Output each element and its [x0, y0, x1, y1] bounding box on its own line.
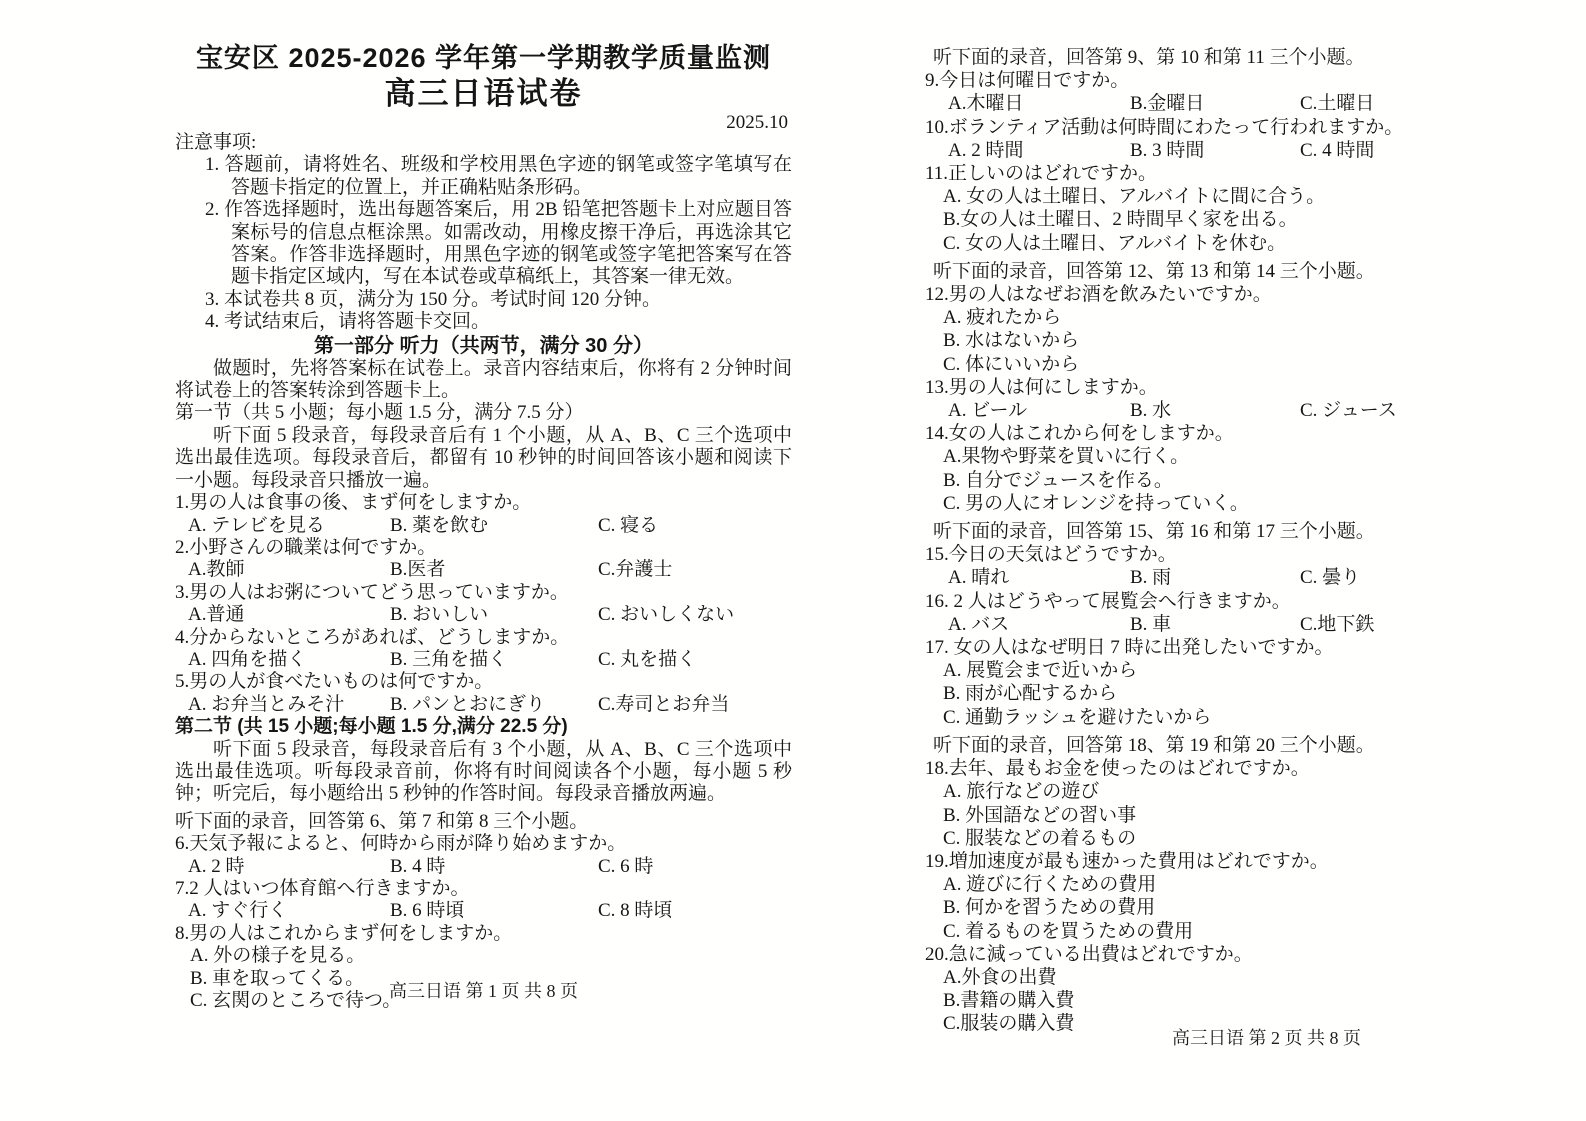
question-15-options — [925, 566, 1557, 589]
question-16 — [925, 590, 1557, 636]
question-11-text: 11.正しいのはどれですか。 — [925, 163, 1158, 185]
page-1 — [175, 42, 792, 1012]
question-2-option-b: B.医者 — [390, 559, 446, 581]
question-13-text: 13.男の人は何にしますか。 — [925, 376, 1158, 398]
question-20-option-b: B.書籍の購入費 — [943, 990, 1075, 1012]
question-15-text: 15.今日の天気はどうですか。 — [925, 544, 1177, 566]
question-14-option-c: C. 男の人にオレンジを持っていく。 — [943, 492, 1249, 514]
question-18 — [925, 757, 1557, 850]
page1-footer: 高三日语 第 1 页 共 8 页 — [389, 981, 578, 1001]
question-6-option-c: C. 6 時 — [598, 855, 654, 877]
question-5-option-a: A. お弁当とみそ汁 — [188, 693, 345, 715]
question-10-option-b: B. 3 時間 — [1130, 139, 1205, 161]
question-2-options — [175, 559, 792, 581]
question-16-option-a: A. バス — [948, 613, 1010, 635]
exam-title-line2: 高三日语试卷 — [384, 76, 583, 111]
question-20 — [925, 943, 1557, 1036]
question-19-option-b: B. 何かを習うための費用 — [943, 897, 1156, 919]
question-11 — [925, 162, 1557, 255]
question-9-option-c: C.土曜日 — [1300, 93, 1375, 115]
question-19-option-c: C. 着るものを買うための費用 — [943, 920, 1194, 942]
section1-intro: 听下面 5 段录音，每段录音后有 1 个小题，从 A、B、C 三个选项中选出最佳选项。每段录音后，都留有 10 秒钟的时间回答该小题和阅读下一小题。每段录音只播放一遍。 — [175, 424, 792, 491]
question-16-option-c: C.地下鉄 — [1300, 613, 1375, 635]
question-10-options — [925, 139, 1557, 162]
question-8-option-b: B. 車を取ってくる。 — [190, 967, 365, 989]
notice-item-1: 1. 答题前，请将姓名、班级和学校用黑色字迹的钢笔或签字笔填写在答题卡指定的位置上，并正确粘贴条形码。 — [205, 154, 792, 198]
question-7-option-c: C. 8 時頃 — [598, 900, 673, 922]
question-15-option-a: A. 晴れ — [948, 567, 1010, 589]
question-8-text: 8.男の人はこれからまず何をしますか。 — [175, 922, 513, 944]
group-6-7-8: 听下面的录音，回答第 6、第 7 和第 8 三个小题。 — [175, 810, 589, 832]
question-12-text: 12.男の人はなぜお酒を飲みたいですか。 — [925, 284, 1272, 306]
question-3-option-c: C. おいしくない — [598, 604, 735, 626]
question-3-text: 3.男の人はお粥についてどう思っていますか。 — [175, 581, 569, 603]
question-7-option-b: B. 6 時頃 — [390, 900, 465, 922]
question-14-option-a: A.果物や野菜を買いに行く。 — [943, 446, 1190, 468]
notice-item-3: 3. 本试卷共 8 页，满分为 150 分。考试时间 120 分钟。 — [205, 288, 662, 310]
question-5-text: 5.男の人が食べたいものは何ですか。 — [175, 671, 494, 693]
question-6-text: 6.天気予報によると、何時から雨が降り始めますか。 — [175, 833, 627, 855]
question-15-option-b: B. 雨 — [1130, 567, 1172, 589]
question-17-option-c: C. 通勤ラッシュを避けたいから — [943, 706, 1212, 728]
question-10 — [925, 116, 1557, 162]
group-9-10-11: 听下面的录音，回答第 9、第 10 和第 11 三个小题。 — [933, 47, 1365, 68]
question-1-option-c: C. 寝る — [598, 514, 659, 536]
question-16-option-b: B. 車 — [1130, 613, 1172, 635]
part1-intro: 做题时，先将答案标在试卷上。录音内容结束后，你将有 2 分钟时间将试卷上的答案转涂到答题卡上。 — [175, 357, 792, 402]
question-5-option-b: B. パンとおにぎり — [390, 693, 546, 715]
group-18-19-20: 听下面的录音，回答第 18、第 19 和第 20 三个小题。 — [933, 734, 1375, 756]
question-8-option-a: A. 外の様子を見る。 — [190, 945, 366, 967]
question-9-text: 9.今日は何曜日ですか。 — [925, 70, 1130, 92]
question-11-option-b: B.女の人は土曜日、2 時間早く家を出る。 — [943, 209, 1298, 231]
question-19 — [925, 850, 1557, 943]
exam-title-line1: 宝安区 2025-2026 学年第一学期教学质量监测 — [195, 43, 772, 73]
question-7 — [175, 878, 792, 923]
question-9 — [925, 69, 1557, 115]
page2-footer: 高三日语 第 2 页 共 8 页 — [1172, 1028, 1361, 1048]
question-15-option-c: C. 曇り — [1300, 567, 1361, 589]
question-2-option-a: A.教師 — [188, 559, 245, 581]
exam-date: 2025.10 — [726, 112, 788, 133]
question-13-option-c: C. ジュース — [1300, 400, 1397, 422]
question-12-option-c: C. 体にいいから — [943, 353, 1080, 375]
question-10-text: 10.ボランティア活動は何時間にわたって行われますか。 — [925, 116, 1404, 138]
question-3-option-a: A.普通 — [188, 604, 245, 626]
question-8-option-c: C. 玄関のところで待つ。 — [190, 990, 402, 1012]
question-17 — [925, 636, 1557, 729]
question-4-text: 4.分からないところがあれば、どうしますか。 — [175, 626, 570, 648]
question-19-option-a: A. 遊びに行くための費用 — [943, 874, 1157, 896]
question-20-text: 20.急に減っている出費はどれですか。 — [925, 943, 1253, 965]
question-1 — [175, 492, 792, 537]
question-16-options — [925, 613, 1557, 636]
question-11-options — [925, 185, 1557, 255]
question-10-option-a: A. 2 時間 — [948, 139, 1024, 161]
question-7-text: 7.2 人はいつ体育館へ行きますか。 — [175, 878, 470, 899]
question-3 — [175, 582, 792, 627]
question-9-options — [925, 92, 1557, 115]
question-13-option-b: B. 水 — [1130, 400, 1172, 422]
notice-item-2: 2. 作答选择题时，选出每题答案后，用 2B 铅笔把答题卡上对应题目答案标号的信息点框涂黑。如需改动，用橡皮擦干净后，再选涂其它答案。作答非选择题时，用黑色字迹的钢笔或签字笔把答案写在答题卡指定区域内，写在本试卷或草稿纸上，其答案一律无效。 — [205, 199, 792, 288]
question-11-option-a: A. 女の人は土曜日、アルバイトに間に合う。 — [943, 186, 1326, 208]
question-13-option-a: A. ビール — [948, 400, 1028, 422]
question-14 — [925, 422, 1557, 515]
question-9-option-a: A.木曜日 — [948, 93, 1024, 115]
question-6 — [175, 833, 792, 878]
question-16-text: 16. 2 人はどうやって展覧会へ行きますか。 — [925, 590, 1291, 612]
question-5-option-c: C.寿司とお弁当 — [598, 693, 730, 715]
question-17-option-a: A. 展覧会まで近いから — [943, 660, 1138, 682]
question-15 — [925, 543, 1557, 589]
question-12-option-b: B. 水はないから — [943, 330, 1080, 352]
question-18-text: 18.去年、最もお金を使ったのはどれですか。 — [925, 758, 1310, 780]
question-1-option-b: B. 薬を飲む — [390, 514, 489, 536]
question-19-options — [925, 873, 1557, 943]
question-1-option-a: A. テレビを見る — [188, 514, 325, 536]
notice-heading: 注意事项: — [175, 132, 257, 153]
question-2 — [175, 537, 792, 582]
question-4-option-c: C. 丸を描く — [598, 648, 697, 670]
question-1-text: 1.男の人は食事の後、まず何をしますか。 — [175, 492, 532, 514]
question-4-option-b: B. 三角を描く — [390, 648, 508, 670]
question-10-option-c: C. 4 時間 — [1300, 139, 1375, 161]
question-17-options — [925, 659, 1557, 729]
question-12-option-a: A. 疲れたから — [943, 307, 1062, 329]
question-18-option-b: B. 外国語などの習い事 — [943, 804, 1137, 826]
question-5 — [175, 671, 792, 716]
group-15-16-17: 听下面的录音，回答第 15、第 16 和第 17 三个小题。 — [933, 521, 1375, 543]
question-14-option-b: B. 自分でジュースを作る。 — [943, 469, 1173, 491]
question-14-options — [925, 445, 1557, 515]
question-4-options — [175, 649, 792, 671]
section2-heading: 第二节 (共 15 小题;每小题 1.5 分,满分 22.5 分) — [175, 716, 568, 738]
question-18-option-c: C. 服装などの着るもの — [943, 827, 1137, 849]
question-1-options — [175, 515, 792, 537]
question-4 — [175, 627, 792, 672]
part1-heading: 第一部分 听力（共两节，满分 30 分） — [314, 334, 653, 357]
question-20-option-a: A.外食の出費 — [943, 966, 1057, 988]
section2-intro: 听下面 5 段录音，每段录音后有 3 个小题，从 A、B、C 三个选项中选出最佳选项。听每段录音前，你将有时间阅读各个小题，每小题 5 秒钟；听完后，每小题给出 5 秒钟的作答时间。每段录音播放两遍。 — [175, 738, 792, 805]
question-2-text: 2.小野さんの職業は何ですか。 — [175, 536, 437, 558]
question-2-option-c: C.弁護士 — [598, 559, 673, 581]
question-11-option-c: C. 女の人は土曜日、アルバイトを休む。 — [943, 232, 1287, 254]
page-2 — [925, 46, 1557, 1036]
question-20-option-c: C.服装の購入費 — [943, 1013, 1075, 1035]
question-7-option-a: A. すぐ行く — [188, 900, 288, 922]
question-12-options — [925, 306, 1557, 376]
question-5-options — [175, 694, 792, 716]
question-12 — [925, 283, 1557, 376]
question-18-options — [925, 780, 1557, 850]
question-6-option-a: A. 2 時 — [188, 855, 245, 877]
question-4-option-a: A. 四角を描く — [188, 648, 307, 670]
question-17-option-b: B. 雨が心配するから — [943, 683, 1118, 705]
question-7-options — [175, 900, 792, 922]
question-6-options — [175, 856, 792, 878]
question-19-text: 19.増加速度が最も速かった費用はどれですか。 — [925, 850, 1329, 872]
question-17-text: 17. 女の人はなぜ明日 7 時に出発したいですか。 — [925, 637, 1334, 659]
group-12-13-14: 听下面的录音，回答第 12、第 13 和第 14 三个小题。 — [933, 260, 1375, 282]
question-13 — [925, 376, 1557, 422]
question-14-text: 14.女の人はこれから何をしますか。 — [925, 423, 1234, 445]
question-6-option-b: B. 4 時 — [390, 855, 446, 877]
question-13-options — [925, 399, 1557, 422]
question-3-option-b: B. おいしい — [390, 604, 489, 626]
section1-heading: 第一节（共 5 小题；每小题 1.5 分，满分 7.5 分） — [175, 402, 584, 424]
question-3-options — [175, 604, 792, 626]
notice-item-4: 4. 考试结束后，请将答题卡交回。 — [205, 311, 491, 333]
question-18-option-a: A. 旅行などの遊び — [943, 781, 1100, 803]
question-9-option-b: B.金曜日 — [1130, 93, 1205, 115]
